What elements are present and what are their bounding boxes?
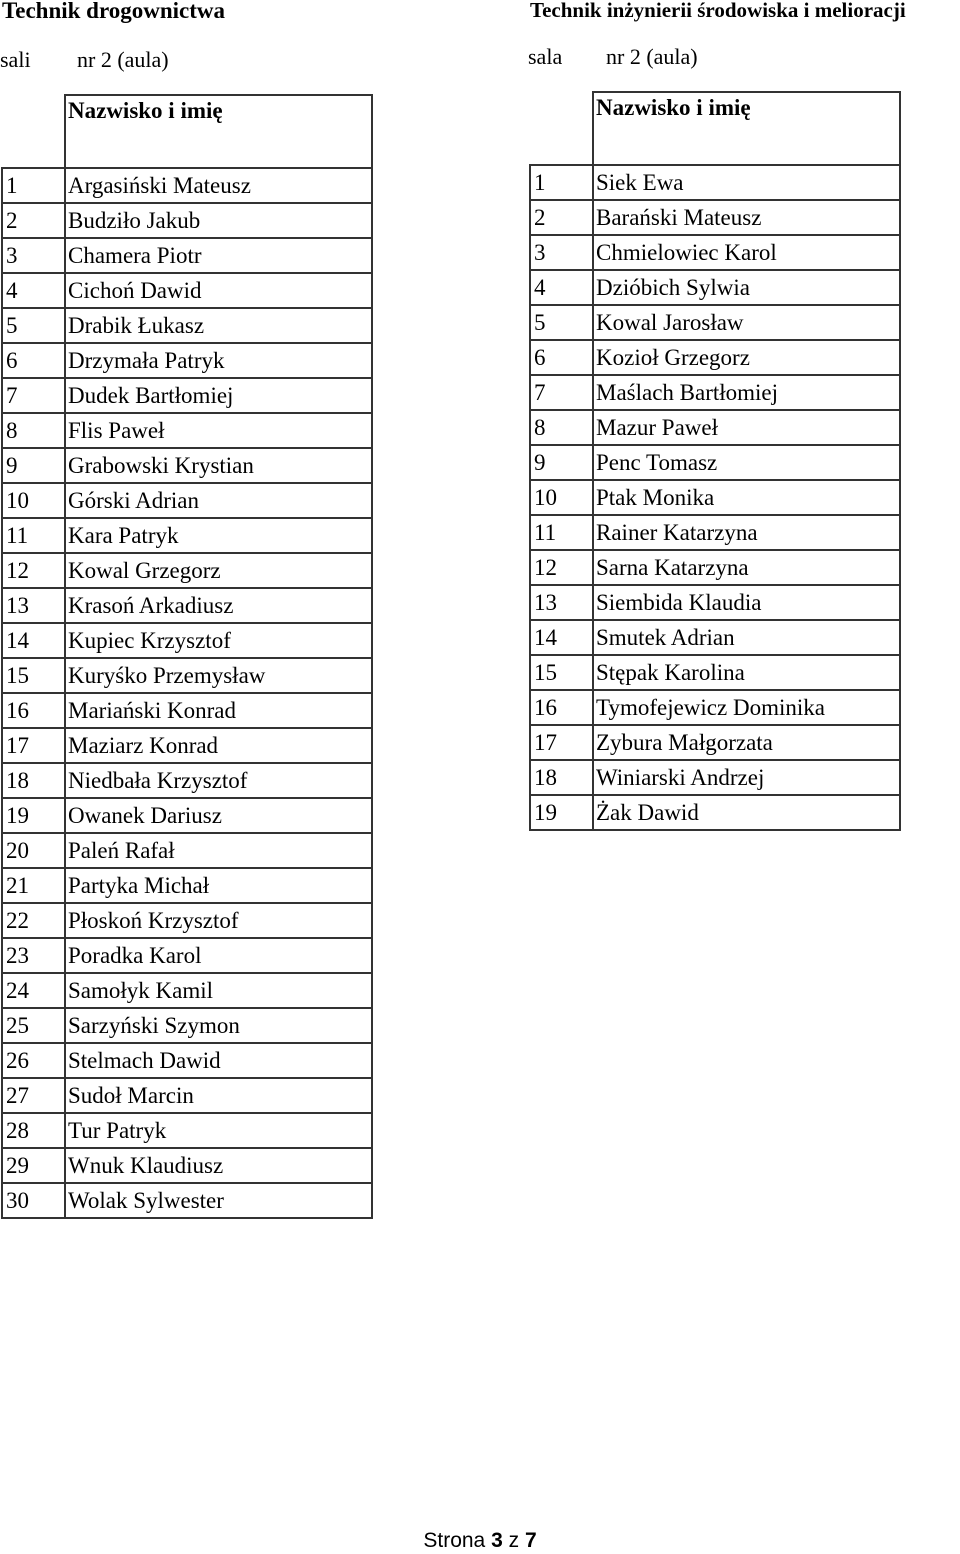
row-number: 1 xyxy=(2,168,65,203)
row-number: 11 xyxy=(2,518,65,553)
page-prefix: Strona xyxy=(423,1529,486,1552)
student-name: Stępak Karolina xyxy=(593,655,900,690)
row-number: 7 xyxy=(530,375,593,410)
student-name: Dzióbich Sylwia xyxy=(593,270,900,305)
student-name: Sudoł Marcin xyxy=(65,1078,372,1113)
row-number: 18 xyxy=(2,763,65,798)
student-name: Paleń Rafał xyxy=(65,833,372,868)
row-number: 4 xyxy=(2,273,65,308)
student-name: Płoskoń Krzysztof xyxy=(65,903,372,938)
row-number: 24 xyxy=(2,973,65,1008)
table-row xyxy=(2,378,372,413)
row-number: 22 xyxy=(2,903,65,938)
row-number: 23 xyxy=(2,938,65,973)
name-column-header: Nazwisko i imię xyxy=(65,95,372,168)
row-number: 18 xyxy=(530,760,593,795)
row-number: 6 xyxy=(530,340,593,375)
student-name: Górski Adrian xyxy=(65,483,372,518)
table-row xyxy=(530,760,900,795)
table-header-row xyxy=(530,92,900,165)
row-number: 14 xyxy=(2,623,65,658)
student-name: Maślach Bartłomiej xyxy=(593,375,900,410)
student-name: Mazur Paweł xyxy=(593,410,900,445)
table-row xyxy=(530,445,900,480)
table-row xyxy=(530,655,900,690)
row-number: 26 xyxy=(2,1043,65,1078)
row-number: 1 xyxy=(530,165,593,200)
student-name: Ptak Monika xyxy=(593,480,900,515)
page-number: 3 xyxy=(491,1529,503,1552)
student-name: Kowal Jarosław xyxy=(593,305,900,340)
student-name: Sarna Katarzyna xyxy=(593,550,900,585)
student-name: Mariański Konrad xyxy=(65,693,372,728)
student-name: Rainer Katarzyna xyxy=(593,515,900,550)
row-number: 30 xyxy=(2,1183,65,1218)
student-name: Partyka Michał xyxy=(65,868,372,903)
row-number: 8 xyxy=(2,413,65,448)
table-row xyxy=(2,868,372,903)
student-name: Stelmach Dawid xyxy=(65,1043,372,1078)
student-name: Barański Mateusz xyxy=(593,200,900,235)
row-number: 12 xyxy=(2,553,65,588)
table-row xyxy=(2,203,372,238)
table-row xyxy=(530,515,900,550)
row-number: 10 xyxy=(2,483,65,518)
student-name: Poradka Karol xyxy=(65,938,372,973)
row-number: 4 xyxy=(530,270,593,305)
table-row xyxy=(2,1078,372,1113)
student-name: Dudek Bartłomiej xyxy=(65,378,372,413)
table-row xyxy=(2,273,372,308)
table-row xyxy=(2,553,372,588)
table-row xyxy=(2,483,372,518)
row-number: 3 xyxy=(530,235,593,270)
table-row xyxy=(530,480,900,515)
student-name: Tymofejewicz Dominika xyxy=(593,690,900,725)
row-number: 19 xyxy=(530,795,593,830)
student-name: Owanek Dariusz xyxy=(65,798,372,833)
row-number: 5 xyxy=(2,308,65,343)
student-name: Siek Ewa xyxy=(593,165,900,200)
row-number: 9 xyxy=(530,445,593,480)
room-info-right xyxy=(528,44,698,70)
student-name: Kupiec Krzysztof xyxy=(65,623,372,658)
table-row xyxy=(530,270,900,305)
room-label: sali xyxy=(0,47,31,72)
row-number: 28 xyxy=(2,1113,65,1148)
table-row xyxy=(530,305,900,340)
student-name: Niedbała Krzysztof xyxy=(65,763,372,798)
row-number: 10 xyxy=(530,480,593,515)
table-row xyxy=(530,795,900,830)
row-number: 29 xyxy=(2,1148,65,1183)
page-of: z xyxy=(508,1529,520,1552)
student-name: Samołyk Kamil xyxy=(65,973,372,1008)
number-column-header xyxy=(2,95,65,168)
table-row xyxy=(2,1113,372,1148)
table-row xyxy=(2,1043,372,1078)
table-row xyxy=(530,375,900,410)
room-info-left xyxy=(0,47,169,73)
row-number: 12 xyxy=(530,550,593,585)
student-name: Argasiński Mateusz xyxy=(65,168,372,203)
name-column-header: Nazwisko i imię xyxy=(593,92,900,165)
table-row xyxy=(2,238,372,273)
student-name: Siembida Klaudia xyxy=(593,585,900,620)
table-row xyxy=(530,200,900,235)
row-number: 11 xyxy=(530,515,593,550)
table-row xyxy=(2,623,372,658)
table-row xyxy=(530,410,900,445)
table-row xyxy=(2,168,372,203)
table-row xyxy=(530,725,900,760)
room-value: nr 2 (aula) xyxy=(606,44,698,69)
table-header-row xyxy=(2,95,372,168)
table-row xyxy=(2,413,372,448)
student-table-left xyxy=(1,94,373,1219)
row-number: 15 xyxy=(530,655,593,690)
row-number: 9 xyxy=(2,448,65,483)
row-number: 3 xyxy=(2,238,65,273)
table-row xyxy=(2,973,372,1008)
section-title-left: Technik drogownictwa xyxy=(2,0,226,23)
table-row xyxy=(2,903,372,938)
student-name: Smutek Adrian xyxy=(593,620,900,655)
row-number: 14 xyxy=(530,620,593,655)
student-name: Cichoń Dawid xyxy=(65,273,372,308)
student-name: Kozioł Grzegorz xyxy=(593,340,900,375)
student-name: Chmielowiec Karol xyxy=(593,235,900,270)
row-number: 19 xyxy=(2,798,65,833)
student-name: Winiarski Andrzej xyxy=(593,760,900,795)
student-name: Żak Dawid xyxy=(593,795,900,830)
student-name: Budziło Jakub xyxy=(65,203,372,238)
page-total: 7 xyxy=(524,1529,537,1552)
student-name: Zybura Małgorzata xyxy=(593,725,900,760)
page-footer xyxy=(0,1529,960,1553)
table-row xyxy=(2,693,372,728)
row-number: 13 xyxy=(2,588,65,623)
table-row xyxy=(530,585,900,620)
row-number: 5 xyxy=(530,305,593,340)
row-number: 21 xyxy=(2,868,65,903)
row-number: 8 xyxy=(530,410,593,445)
student-name: Grabowski Krystian xyxy=(65,448,372,483)
student-name: Sarzyński Szymon xyxy=(65,1008,372,1043)
student-table-right xyxy=(529,91,901,831)
student-name: Maziarz Konrad xyxy=(65,728,372,763)
row-number: 13 xyxy=(530,585,593,620)
table-row xyxy=(530,690,900,725)
student-name: Tur Patryk xyxy=(65,1113,372,1148)
row-number: 16 xyxy=(2,693,65,728)
table-row xyxy=(2,763,372,798)
table-body xyxy=(2,168,372,1218)
row-number: 27 xyxy=(2,1078,65,1113)
section-title-right: Technik inżynierii środowiska i melioracji xyxy=(530,0,906,22)
student-name: Chamera Piotr xyxy=(65,238,372,273)
row-number: 6 xyxy=(2,343,65,378)
table-row xyxy=(530,550,900,585)
table-row xyxy=(2,833,372,868)
row-number: 20 xyxy=(2,833,65,868)
student-name: Wolak Sylwester xyxy=(65,1183,372,1218)
row-number: 16 xyxy=(530,690,593,725)
table-body xyxy=(530,165,900,830)
row-number: 2 xyxy=(2,203,65,238)
student-name: Krasoń Arkadiusz xyxy=(65,588,372,623)
room-value: nr 2 (aula) xyxy=(77,47,169,72)
table-row xyxy=(530,340,900,375)
room-label: sala xyxy=(528,44,563,69)
table-row xyxy=(2,448,372,483)
table-row xyxy=(530,620,900,655)
student-name: Kara Patryk xyxy=(65,518,372,553)
table-row xyxy=(2,518,372,553)
student-name: Flis Paweł xyxy=(65,413,372,448)
student-name: Kuryśko Przemysław xyxy=(65,658,372,693)
table-row xyxy=(2,1148,372,1183)
table-row xyxy=(2,938,372,973)
row-number: 2 xyxy=(530,200,593,235)
table-row xyxy=(530,235,900,270)
student-name: Drabik Łukasz xyxy=(65,308,372,343)
table-row xyxy=(2,728,372,763)
row-number: 7 xyxy=(2,378,65,413)
table-row xyxy=(2,798,372,833)
table-row xyxy=(2,343,372,378)
row-number: 25 xyxy=(2,1008,65,1043)
row-number: 17 xyxy=(2,728,65,763)
table-row xyxy=(530,165,900,200)
student-name: Penc Tomasz xyxy=(593,445,900,480)
student-name: Wnuk Klaudiusz xyxy=(65,1148,372,1183)
table-row xyxy=(2,658,372,693)
table-row xyxy=(2,588,372,623)
student-name: Drzymała Patryk xyxy=(65,343,372,378)
table-row xyxy=(2,1008,372,1043)
table-row xyxy=(2,1183,372,1218)
row-number: 17 xyxy=(530,725,593,760)
row-number: 15 xyxy=(2,658,65,693)
table-row xyxy=(2,308,372,343)
student-name: Kowal Grzegorz xyxy=(65,553,372,588)
number-column-header xyxy=(530,92,593,165)
